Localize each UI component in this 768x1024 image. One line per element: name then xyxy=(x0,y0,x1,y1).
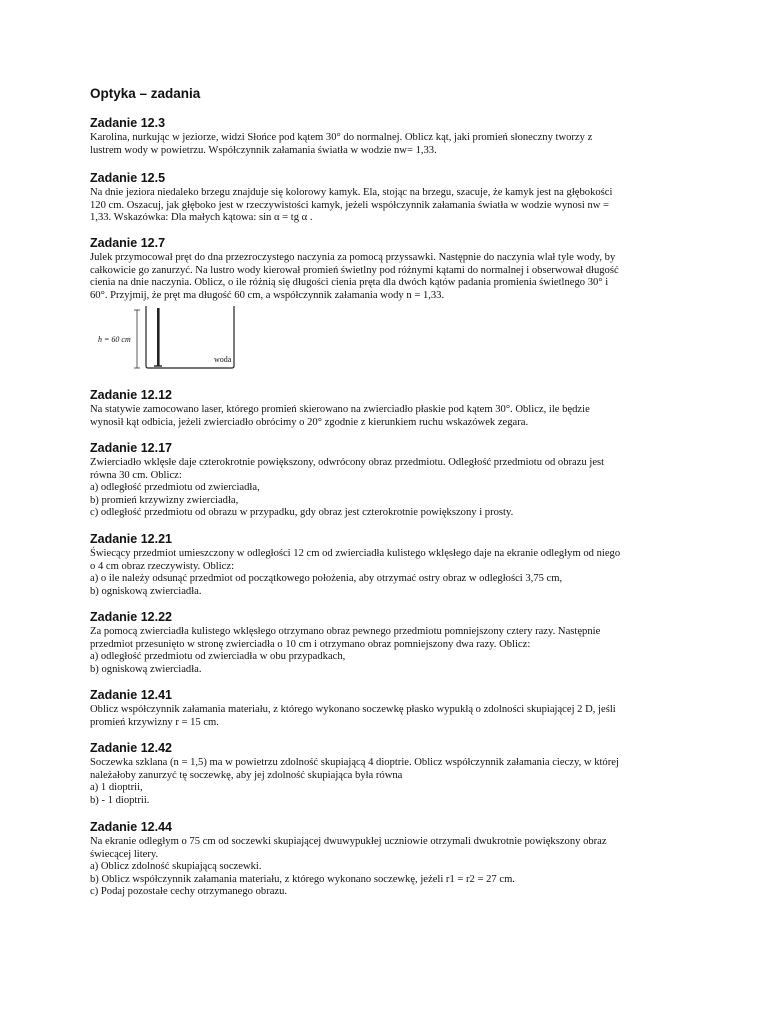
height-label: h = 60 cm xyxy=(98,335,131,344)
task-heading: Zadanie 12.7 xyxy=(90,236,166,250)
task-line: b) promień krzywizny zwierciadła, xyxy=(90,494,239,506)
task-12-44 xyxy=(90,820,680,899)
task-12-22 xyxy=(90,610,680,676)
task-line: przedmiot przesunięto w stronę zwierciadła o 10 cm i otrzymano obraz pomniejszony dwa razy. Oblicz: xyxy=(90,638,531,650)
task-line: b) - 1 dioptrii. xyxy=(90,794,150,806)
task-line: Karolina, nurkując w jeziorze, widzi Słońce pod kątem 30° do normalnej. Oblicz kąt, jaki promień słoneczny tworzy z xyxy=(90,132,593,143)
task-line: Za pomocą zwierciadła kulistego wklęsłego otrzymano obraz pewnego przedmiotu pomniejszony cztery razy. Następnie xyxy=(90,626,601,637)
task-line: Zwierciadło wklęsłe daje czterokrotnie powiększony, odwrócony obraz przedmiotu. Odległość przedmiotu od obrazu jest xyxy=(90,457,605,468)
vessel-figure xyxy=(90,304,250,374)
task-line: b) ogniskową zwierciadła. xyxy=(90,585,202,597)
task-line: cienia na dnie naczynia. Oblicz, o ile różnią się długości cienia pręta dla dwóch kątów padania promienia świetlnego 30° i xyxy=(90,277,609,289)
task-line: a) Oblicz zdolność skupiającą soczewki. xyxy=(90,861,262,873)
task-line: całkowicie go zanurzyć. Na lustro wody kierował promień świetlny pod różnymi kątami do normalnej i obserwował długość xyxy=(90,264,619,276)
task-text xyxy=(90,187,680,225)
task-line: a) odległość przedmiotu od zwierciadła w obu przypadkach, xyxy=(90,651,346,663)
task-line: Julek przymocował pręt do dna przezroczystego naczynia za pomocą przyssawki. Następnie do naczynia wlał tyle wody, by xyxy=(90,252,616,263)
task-line: a) o ile należy odsunąć przedmiot od początkowego położenia, aby otrzymać ostry obraz w odległości 3,75 cm, xyxy=(90,573,563,585)
task-12-21 xyxy=(90,532,680,598)
task-line: 120 cm. Oszacuj, jak głęboko jest w rzeczywistości kamyk, jeżeli współczynnik załamania światła w wodzie wynosi nw = xyxy=(90,199,610,211)
task-text xyxy=(90,132,680,157)
task-line: Na ekranie odległym o 75 cm od soczewki skupiającej dwuwypukłej uczniowie otrzymali dwukrotnie powiększony obraz xyxy=(90,836,607,847)
task-line: o 4 cm obraz rzeczywisty. Oblicz: xyxy=(90,560,235,572)
task-line: należałoby zanurzyć tę soczewkę, aby jej zdolność skupiająca była równa xyxy=(90,769,403,781)
page-title: Optyka – zadania xyxy=(90,86,201,101)
task-line: świecącej litery. xyxy=(90,848,159,860)
task-12-7 xyxy=(90,236,680,302)
task-heading: Zadanie 12.21 xyxy=(90,532,172,546)
task-text xyxy=(90,757,680,807)
task-line: promień krzywizny r = 15 cm. xyxy=(90,716,219,728)
task-line: c) Podaj pozostałe cechy otrzymanego obrazu. xyxy=(90,886,288,898)
task-line: b) Oblicz współczynnik załamania materiału, z którego wykonano soczewkę, jeżeli r1 = r2 = 27 cm. xyxy=(90,873,515,885)
task-12-3 xyxy=(90,116,680,157)
task-line: wynosił kąt odbicia, jeżeli zwierciadło obrócimy o 20° zgodnie z kierunkiem ruchu wskazówek zegara. xyxy=(90,416,529,428)
task-text xyxy=(90,836,680,899)
task-line: a) 1 dioptrii, xyxy=(90,782,143,794)
task-line: lustrem wody w powietrzu. Współczynnik załamania światła w wodzie nw= 1,33. xyxy=(90,144,437,156)
task-line: Świecący przedmiot umieszczony w odległości 12 cm od zwierciadła kulistego wklęsłego daje na ekranie odległym od niego xyxy=(90,548,621,559)
task-line: Na dnie jeziora niedaleko brzegu znajduje się kolorowy kamyk. Ela, stojąc na brzegu, szacuje, że kamyk jest na głębokości xyxy=(90,187,613,198)
task-line: a) odległość przedmiotu od zwierciadła, xyxy=(90,482,260,494)
task-12-41 xyxy=(90,688,680,729)
task-heading: Zadanie 12.17 xyxy=(90,441,172,455)
task-heading: Zadanie 12.5 xyxy=(90,171,166,185)
task-line: b) ogniskową zwierciadła. xyxy=(90,663,202,675)
task-line: Oblicz współczynnik załamania materiału, z którego wykonano soczewkę płasko wypukłą o zdolności skupiającej 2 D, jeśli xyxy=(90,704,616,715)
task-line: Na statywie zamocowano laser, którego promień skierowano na zwierciadło płaskie pod kątem 30°. Oblicz, ile będzie xyxy=(90,404,590,415)
task-heading: Zadanie 12.41 xyxy=(90,688,172,702)
water-label: woda xyxy=(214,355,232,364)
task-line: 60°. Przyjmij, że pręt ma długość 60 cm, a współczynnik załamania wody n = 1,33. xyxy=(90,289,445,301)
task-heading: Zadanie 12.42 xyxy=(90,741,172,755)
task-line: Soczewka szklana (n = 1,5) ma w powietrzu zdolność skupiającą 4 dioptrie. Oblicz współczynnik załamania cieczy, w której xyxy=(90,757,619,768)
task-text xyxy=(90,548,680,598)
task-12-17 xyxy=(90,441,680,520)
task-heading: Zadanie 12.22 xyxy=(90,610,172,624)
task-line: 1,33. Wskazówka: Dla małych kątowa: sin α = tg α . xyxy=(90,212,313,224)
task-heading: Zadanie 12.44 xyxy=(90,820,172,834)
task-text xyxy=(90,626,680,676)
task-12-42 xyxy=(90,741,680,807)
task-text xyxy=(90,404,680,429)
task-heading: Zadanie 12.3 xyxy=(90,116,166,130)
task-12-12 xyxy=(90,388,680,429)
task-text xyxy=(90,457,680,520)
task-heading: Zadanie 12.12 xyxy=(90,388,172,402)
task-12-5 xyxy=(90,171,680,225)
task-line: równa 30 cm. Oblicz: xyxy=(90,469,182,481)
task-line: c) odległość przedmiotu od obrazu w przypadku, gdy obraz jest czterokrotnie powiększony i prosty. xyxy=(90,507,514,519)
task-text xyxy=(90,252,680,302)
task-text xyxy=(90,704,680,729)
